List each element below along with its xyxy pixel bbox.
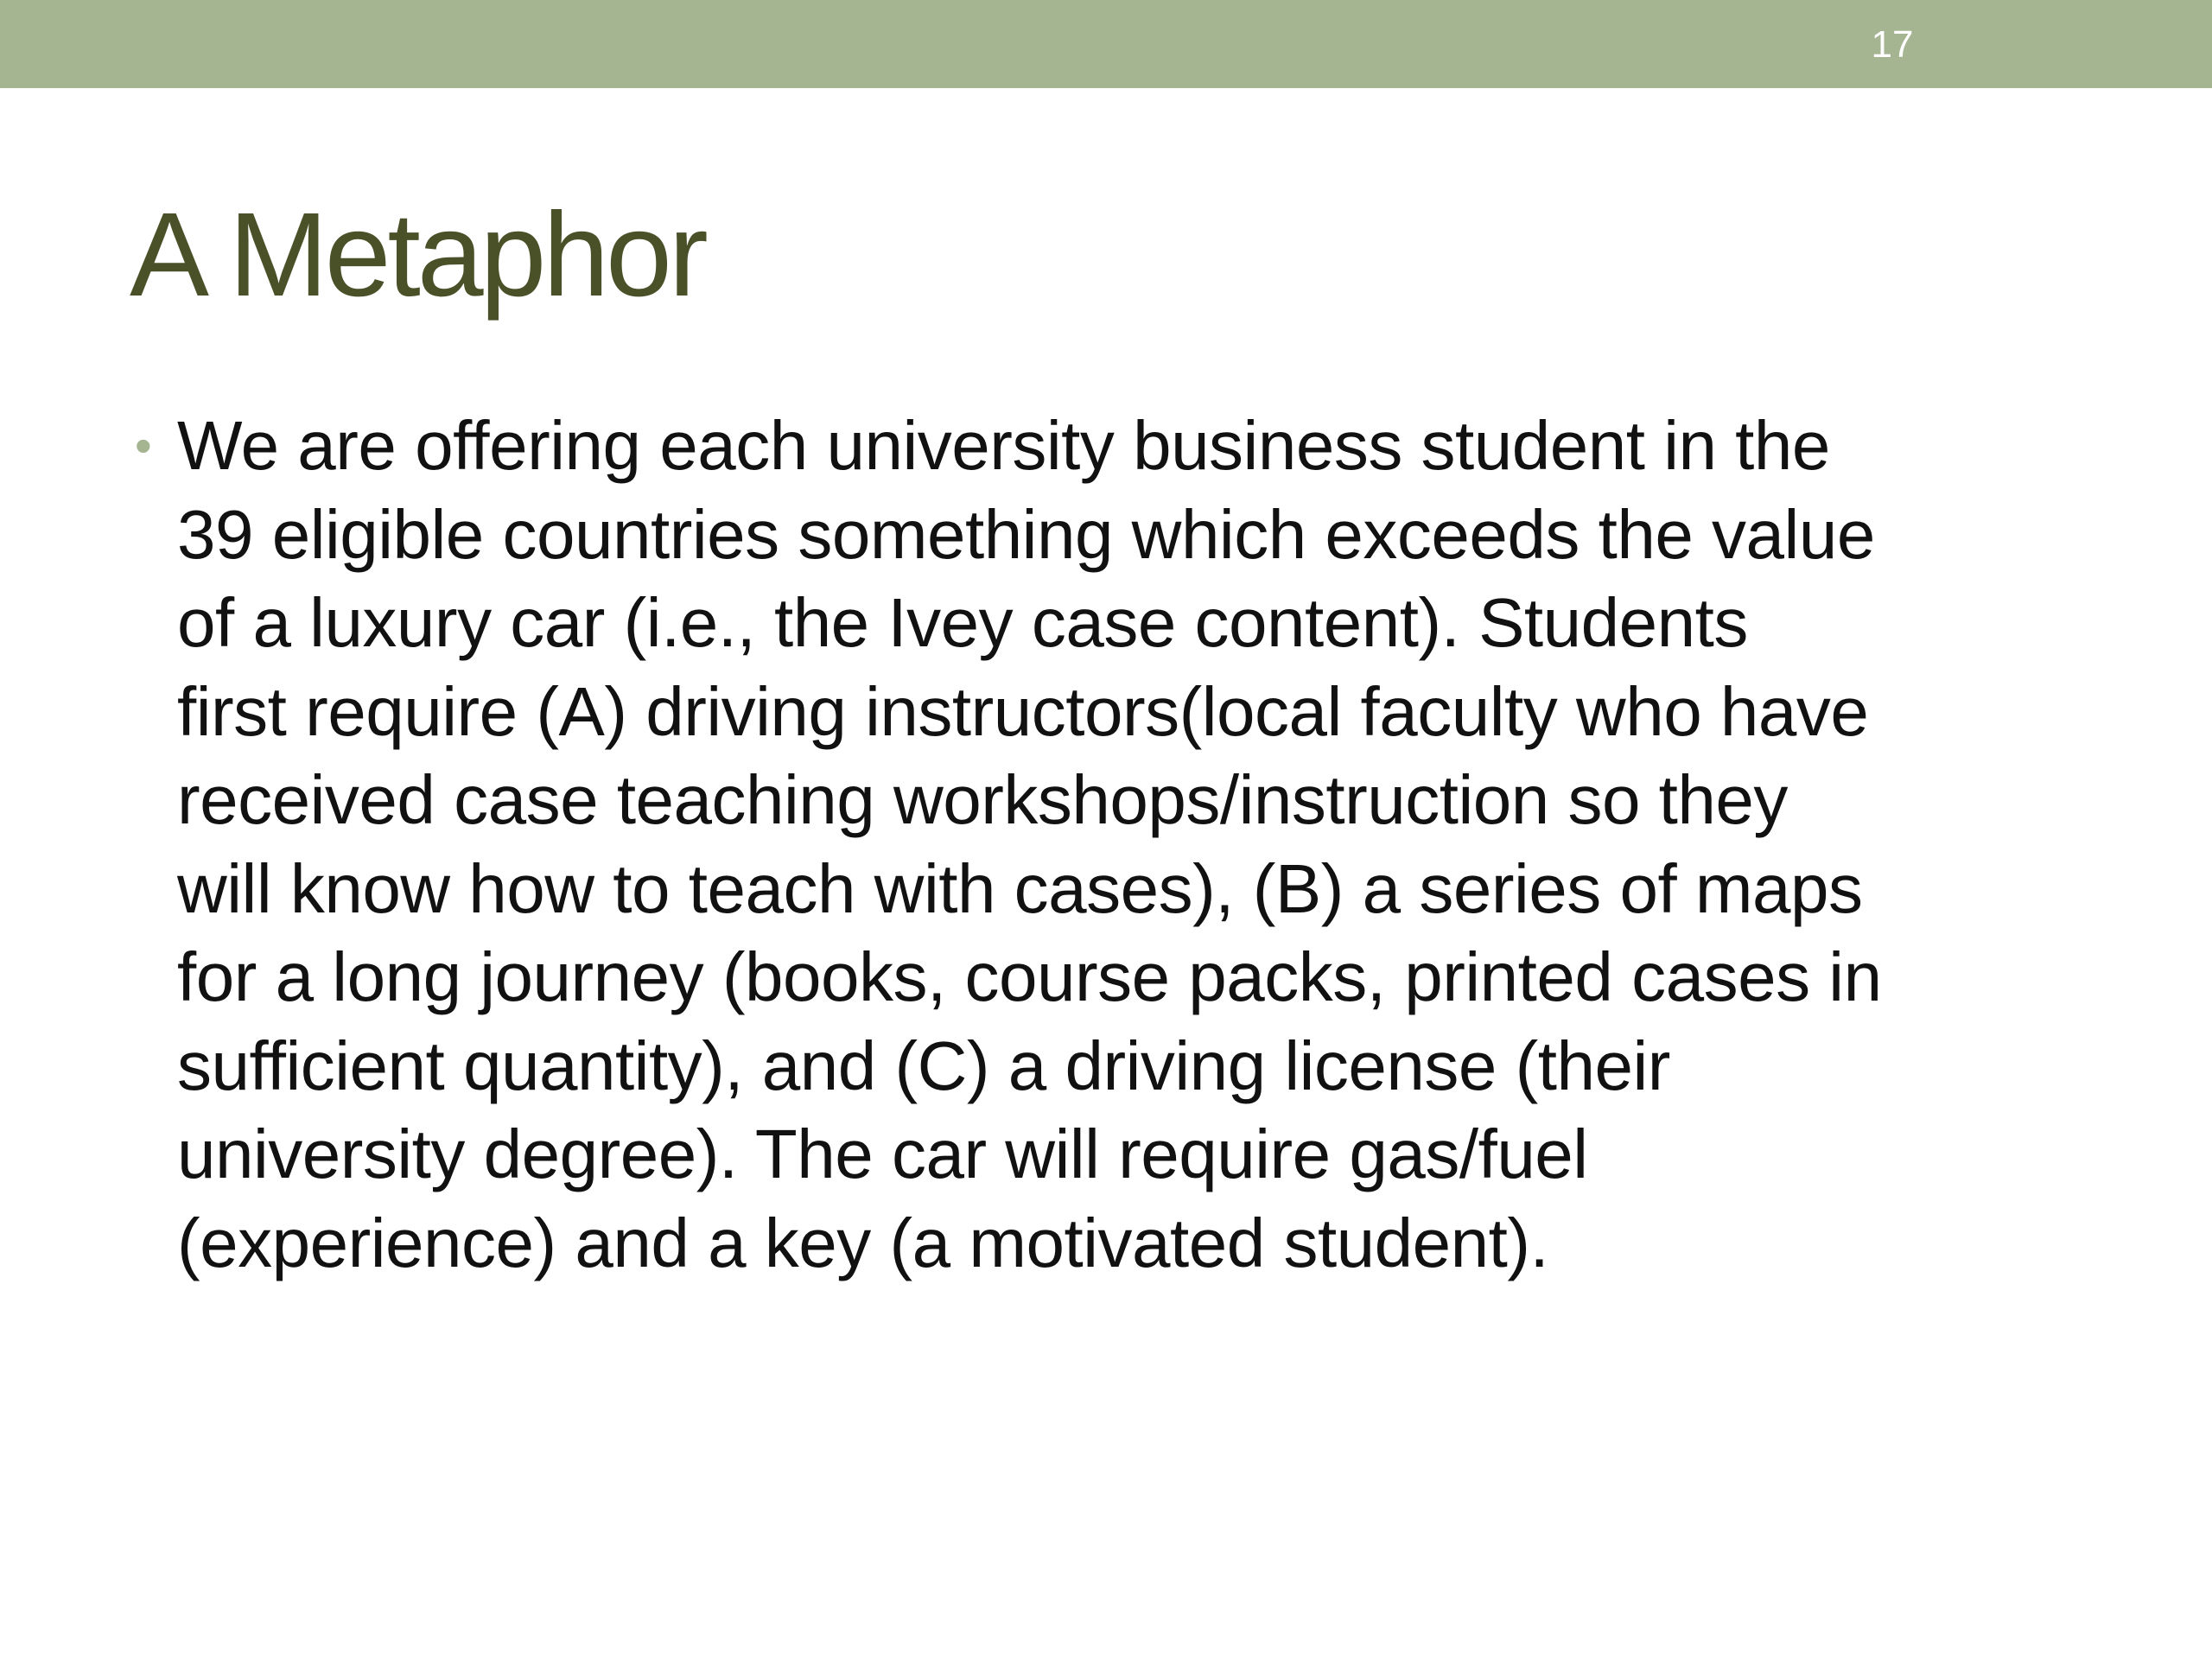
bullet-line: received case teaching workshops/instruction so they [177,761,1788,838]
bullet-line: 39 eligible countries something which exceeds the value [177,495,1875,573]
slide-title: A Metaphor [130,188,705,321]
bullet-line: university degree). The car will require gas/fuel [177,1116,1588,1192]
slide-number: 17 [1871,23,1914,66]
bullet-line: sufficient quantity), and (C) a driving license (their [177,1027,1670,1104]
bullet-line: (experience) and a key (a motivated student). [177,1204,1549,1281]
bullet-list [130,402,2082,1287]
bullet-line: for a long journey (books, course packs, printed cases in [177,938,1882,1015]
bullet-line: of a luxury car (i.e., the Ivey case content). Students [177,584,1748,661]
bullet-item [130,402,2082,1287]
bullet-line: first require (A) driving instructors(local faculty who have [177,672,1869,750]
bullet-line: We are offering each university business student in the [177,407,1830,484]
bullet-line: will know how to teach with cases), (B) a series of maps [177,849,1863,927]
bullet-dot-icon: • [135,418,152,473]
bullet-text [177,402,2082,1287]
